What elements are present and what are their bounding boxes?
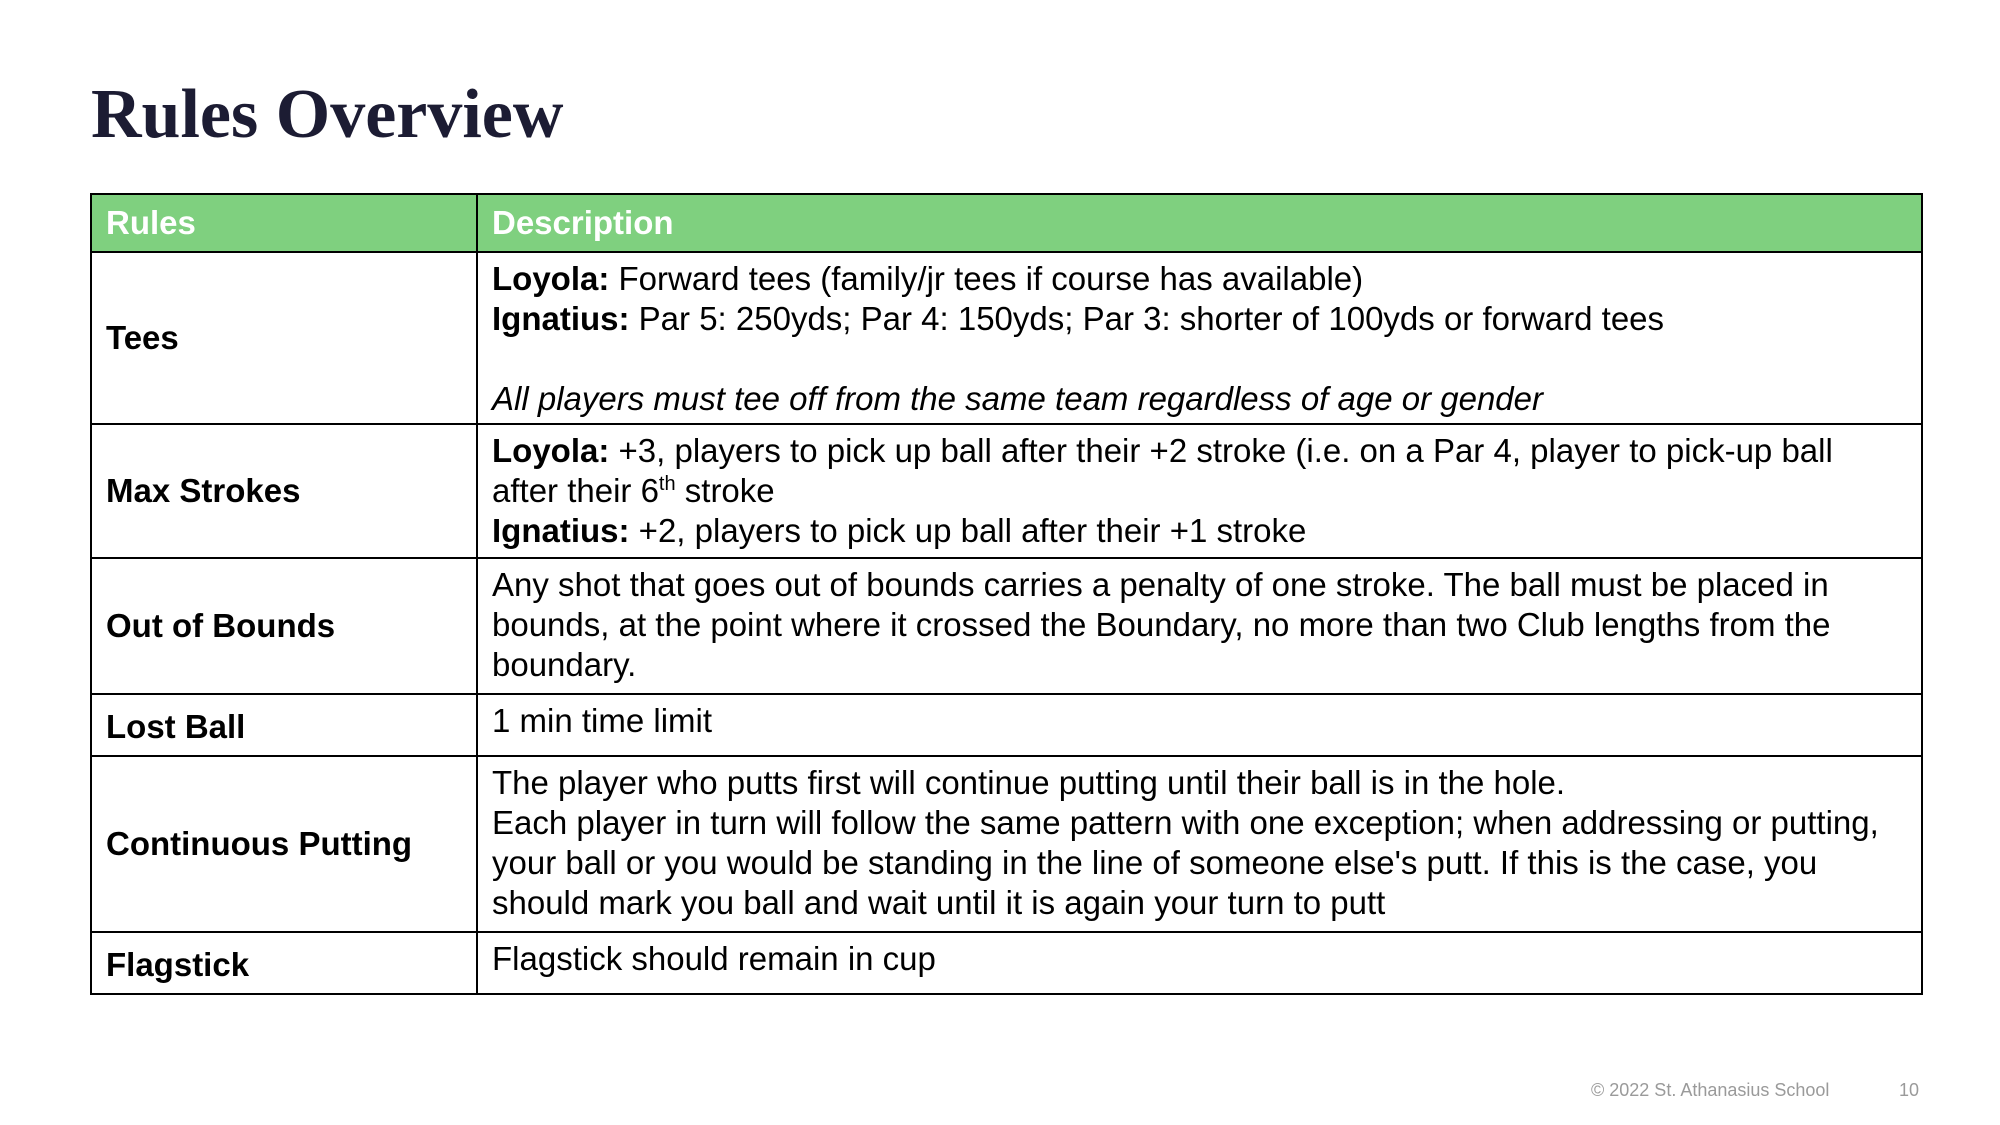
- tees-ignatius-label: Ignatius:: [492, 300, 630, 337]
- continuous-putting-line-2: Each player in turn will follow the same pattern with one exception; when addressing or putting,: [492, 804, 1879, 841]
- rule-name-max-strokes: Max Strokes: [91, 424, 477, 558]
- table-row-max-strokes: [91, 424, 1922, 558]
- tees-ignatius-line: [492, 299, 1907, 339]
- rule-name-out-of-bounds: Out of Bounds: [91, 558, 477, 694]
- table-row-out-of-bounds: [91, 558, 1922, 694]
- tees-spacer: [492, 339, 1907, 379]
- max-strokes-cont-sup: th: [658, 473, 676, 495]
- rule-name-lost-ball: Lost Ball: [91, 694, 477, 756]
- max-strokes-loyola-line: [492, 431, 1907, 471]
- rule-name-flagstick: Flagstick: [91, 932, 477, 994]
- tees-ignatius-text: Par 5: 250yds; Par 4: 150yds; Par 3: shorter of 100yds or forward tees: [629, 300, 1665, 337]
- rule-description-lost-ball: 1 min time limit: [477, 694, 1922, 756]
- rule-description-tees: [477, 252, 1922, 424]
- continuous-putting-line-1: The player who putts first will continue putting until their ball is in the hole.: [492, 764, 1566, 801]
- table-row-lost-ball: [91, 694, 1922, 756]
- table-row-continuous-putting: [91, 756, 1922, 932]
- footer-copyright: © 2022 St. Athanasius School: [1591, 1080, 1830, 1100]
- tees-note: All players must tee off from the same team regardless of age or gender: [492, 380, 1544, 417]
- table-row-tees: [91, 252, 1922, 424]
- rule-description-flagstick: Flagstick should remain in cup: [477, 932, 1922, 994]
- max-strokes-cont-pre: after their 6: [492, 472, 659, 509]
- max-strokes-loyola-label: Loyola:: [492, 432, 610, 469]
- rule-description-max-strokes: [477, 424, 1922, 558]
- max-strokes-loyola-text: +3, players to pick up ball after their +2 stroke (i.e. on a Par 4, player to pick-up ball: [609, 432, 1833, 469]
- rule-name-continuous-putting: Continuous Putting: [91, 756, 477, 932]
- max-strokes-cont-post: stroke: [675, 472, 775, 509]
- tees-loyola-label: Loyola:: [492, 260, 610, 297]
- table-header-row: [91, 194, 1922, 252]
- out-of-bounds-line-2: bounds, at the point where it crossed the Boundary, no more than two Club lengths from the: [492, 606, 1831, 643]
- header-rules: Rules: [91, 194, 477, 252]
- continuous-putting-line-4: should mark you ball and wait until it is again your turn to putt: [492, 884, 1386, 921]
- out-of-bounds-line-3: boundary.: [492, 646, 637, 683]
- tees-loyola-line: [492, 259, 1907, 299]
- rule-name-tees: Tees: [91, 252, 477, 424]
- rule-description-out-of-bounds: [477, 558, 1922, 694]
- max-strokes-ignatius-label: Ignatius:: [492, 512, 630, 549]
- continuous-putting-line-3: your ball or you would be standing in the line of someone else's putt. If this is the case, you: [492, 844, 1818, 881]
- max-strokes-ignatius-line: [492, 511, 1907, 551]
- tees-loyola-text: Forward tees (family/jr tees if course has available): [609, 260, 1364, 297]
- rules-table: [90, 193, 1923, 995]
- max-strokes-ignatius-text: +2, players to pick up ball after their +1 stroke: [629, 512, 1307, 549]
- rule-description-continuous-putting: [477, 756, 1922, 932]
- max-strokes-loyola-continued: [492, 471, 1907, 511]
- table-row-flagstick: [91, 932, 1922, 994]
- out-of-bounds-line-1: Any shot that goes out of bounds carries a penalty of one stroke. The ball must be placed in: [492, 566, 1829, 603]
- slide-title: Rules Overview: [91, 76, 564, 153]
- page-number: 10: [1899, 1080, 1920, 1100]
- header-description: Description: [477, 194, 1922, 252]
